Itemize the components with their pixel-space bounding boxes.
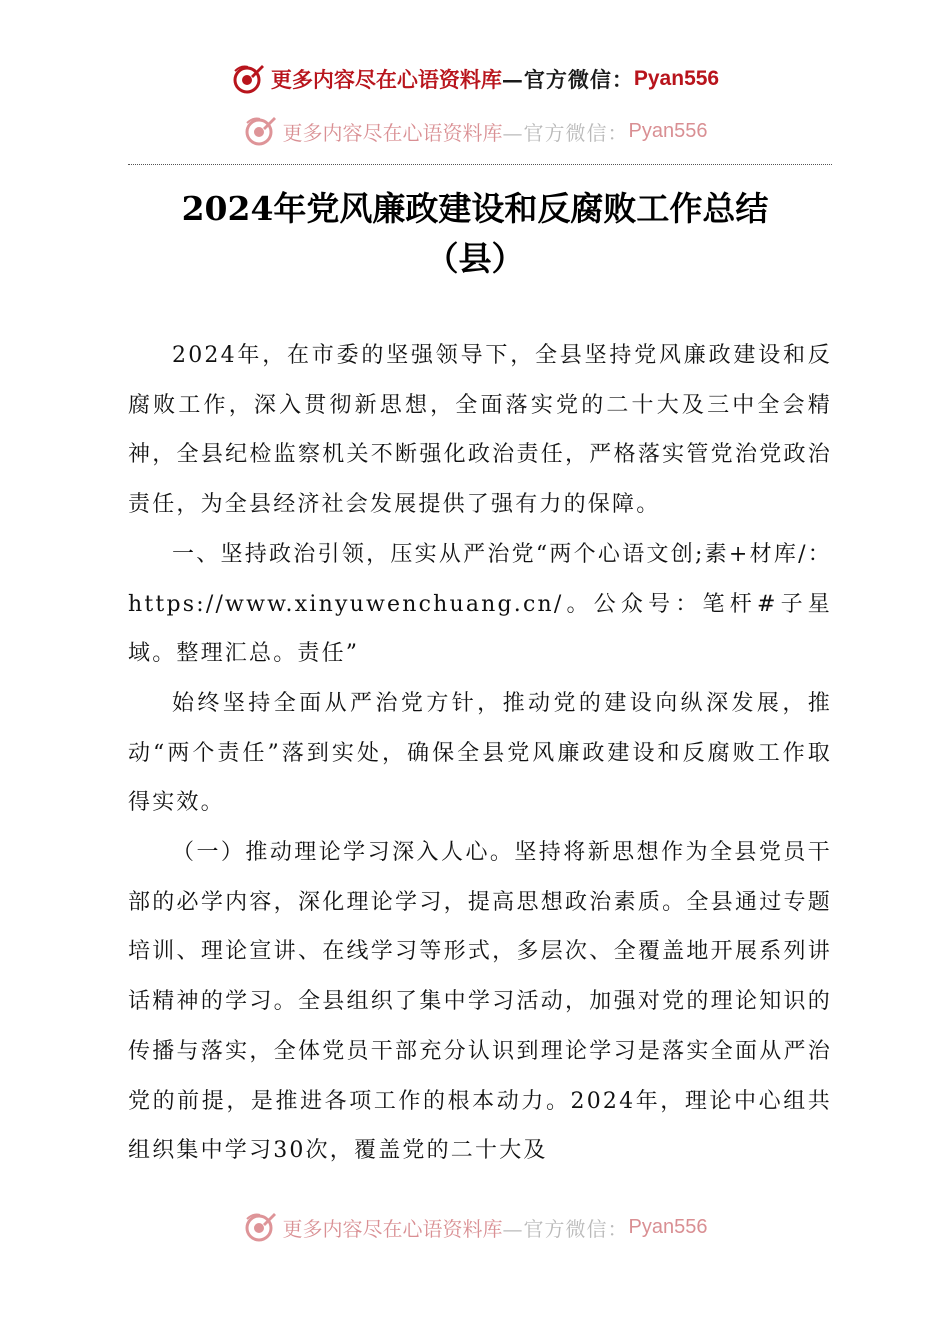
watermark-main-text: 更多内容尽在心语资料库	[282, 1216, 503, 1241]
watermark-wechat-id: Pyan556	[633, 67, 720, 90]
header-divider	[128, 164, 832, 165]
watermark-banner-footer	[0, 1210, 950, 1244]
pen-seal-logo-icon	[231, 62, 265, 96]
watermark-main-text: 更多内容尽在心语资料库	[282, 120, 503, 145]
pen-seal-logo-icon	[243, 1210, 277, 1244]
document-subtitle: （县）	[425, 239, 525, 278]
body-paragraph: （一）推动理论学习深入人心。坚持将新思想作为全县党员干部的必学内容，深化理论学习，提高思想政治素质。全县通过专题培训、理论宣讲、在线学习等形式，多层次、全覆盖地开展系列讲话精神的学习。全县组织了集中学习活动，加强对党的理论知识的传播与落实，全体党员干部充分认识到理论学习是落实全面从严治党的前提，是推进各项工作的根本动力。2024年，理论中心组共组织集中学习30次，覆盖党的二十大及	[128, 840, 832, 1164]
watermark-separator: —官方微信：	[501, 67, 634, 92]
body-paragraph: 一、坚持政治引领，压实从严治党“两个心语文创;素+材库/：https://www.xinyuwenchuang.cn/。公众号：笔杆#子星域。整理汇总。责任”	[128, 541, 832, 667]
document-title: 2024年党风廉政建设和反腐败工作总结	[181, 189, 769, 228]
pen-seal-logo-icon	[243, 114, 277, 148]
watermark-main-text: 更多内容尽在心语资料库	[270, 67, 502, 92]
watermark-banner-top	[0, 62, 950, 96]
watermark-separator: —官方微信：	[502, 120, 629, 145]
watermark-wechat-id: Pyan556	[628, 1215, 708, 1238]
watermark-separator: —官方微信：	[502, 1216, 629, 1241]
document-body	[128, 331, 832, 1176]
watermark-banner-header	[0, 114, 950, 148]
body-paragraph: 始终坚持全面从严治党方针，推动党的建设向纵深发展，推动“两个责任”落到实处，确保全县党风廉政建设和反腐败工作取得实效。	[128, 690, 832, 816]
body-paragraph: 2024年，在市委的坚强领导下，全县坚持党风廉政建设和反腐败工作，深入贯彻新思想，全面落实党的二十大及三中全会精神，全县纪检监察机关不断强化政治责任，严格落实管党治党政治责任，为全县经济社会发展提供了强有力的保障。	[128, 343, 832, 518]
watermark-wechat-id: Pyan556	[628, 119, 708, 142]
